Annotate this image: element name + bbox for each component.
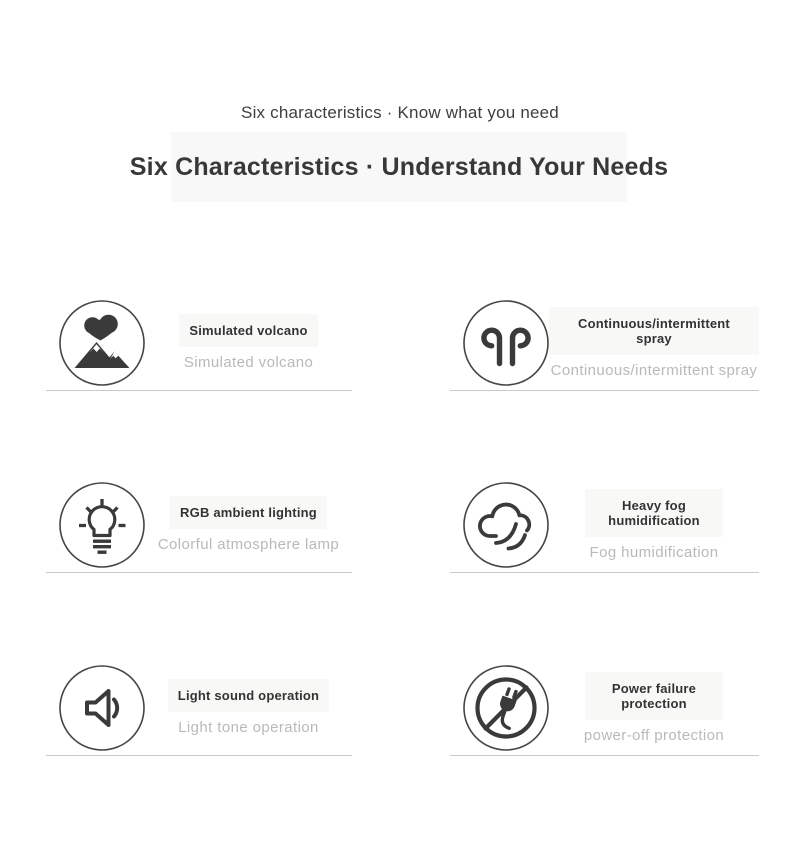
feature-subtitle: Fog humidification <box>589 543 719 561</box>
feature-title: Power failure protection <box>585 672 723 720</box>
speaker-icon <box>59 665 145 751</box>
no-plug-icon <box>463 665 549 751</box>
feature-subtitle: Continuous/intermittent spray <box>550 361 758 379</box>
fog-cloud-icon <box>463 482 549 568</box>
feature-item-spray <box>450 295 759 391</box>
feature-item-volcano <box>46 295 352 391</box>
feature-title: Continuous/intermittent spray <box>549 307 759 355</box>
section-eyebrow: Six characteristics · Know what you need <box>241 103 559 122</box>
section-title-box <box>129 132 669 202</box>
feature-title: Light sound operation <box>168 679 329 712</box>
feature-subtitle: Simulated volcano <box>183 354 314 371</box>
section-title: Six Characteristics · Understand Your Needs <box>129 152 669 181</box>
feature-item-sound <box>46 660 352 756</box>
feature-item-rgb-light <box>46 477 352 573</box>
rgb-bulb-icon <box>59 482 145 568</box>
feature-title: Simulated volcano <box>179 314 317 347</box>
feature-subtitle: Light tone operation <box>178 719 319 736</box>
feature-title: Heavy fog humidification <box>585 489 723 537</box>
feature-title: RGB ambient lighting <box>170 496 327 529</box>
feature-subtitle: Colorful atmosphere lamp <box>157 536 340 553</box>
feature-item-power <box>450 660 759 756</box>
volcano-icon <box>59 300 145 386</box>
feature-item-fog <box>450 477 759 573</box>
spray-icon <box>463 300 549 386</box>
feature-subtitle: power-off protection <box>583 726 725 744</box>
